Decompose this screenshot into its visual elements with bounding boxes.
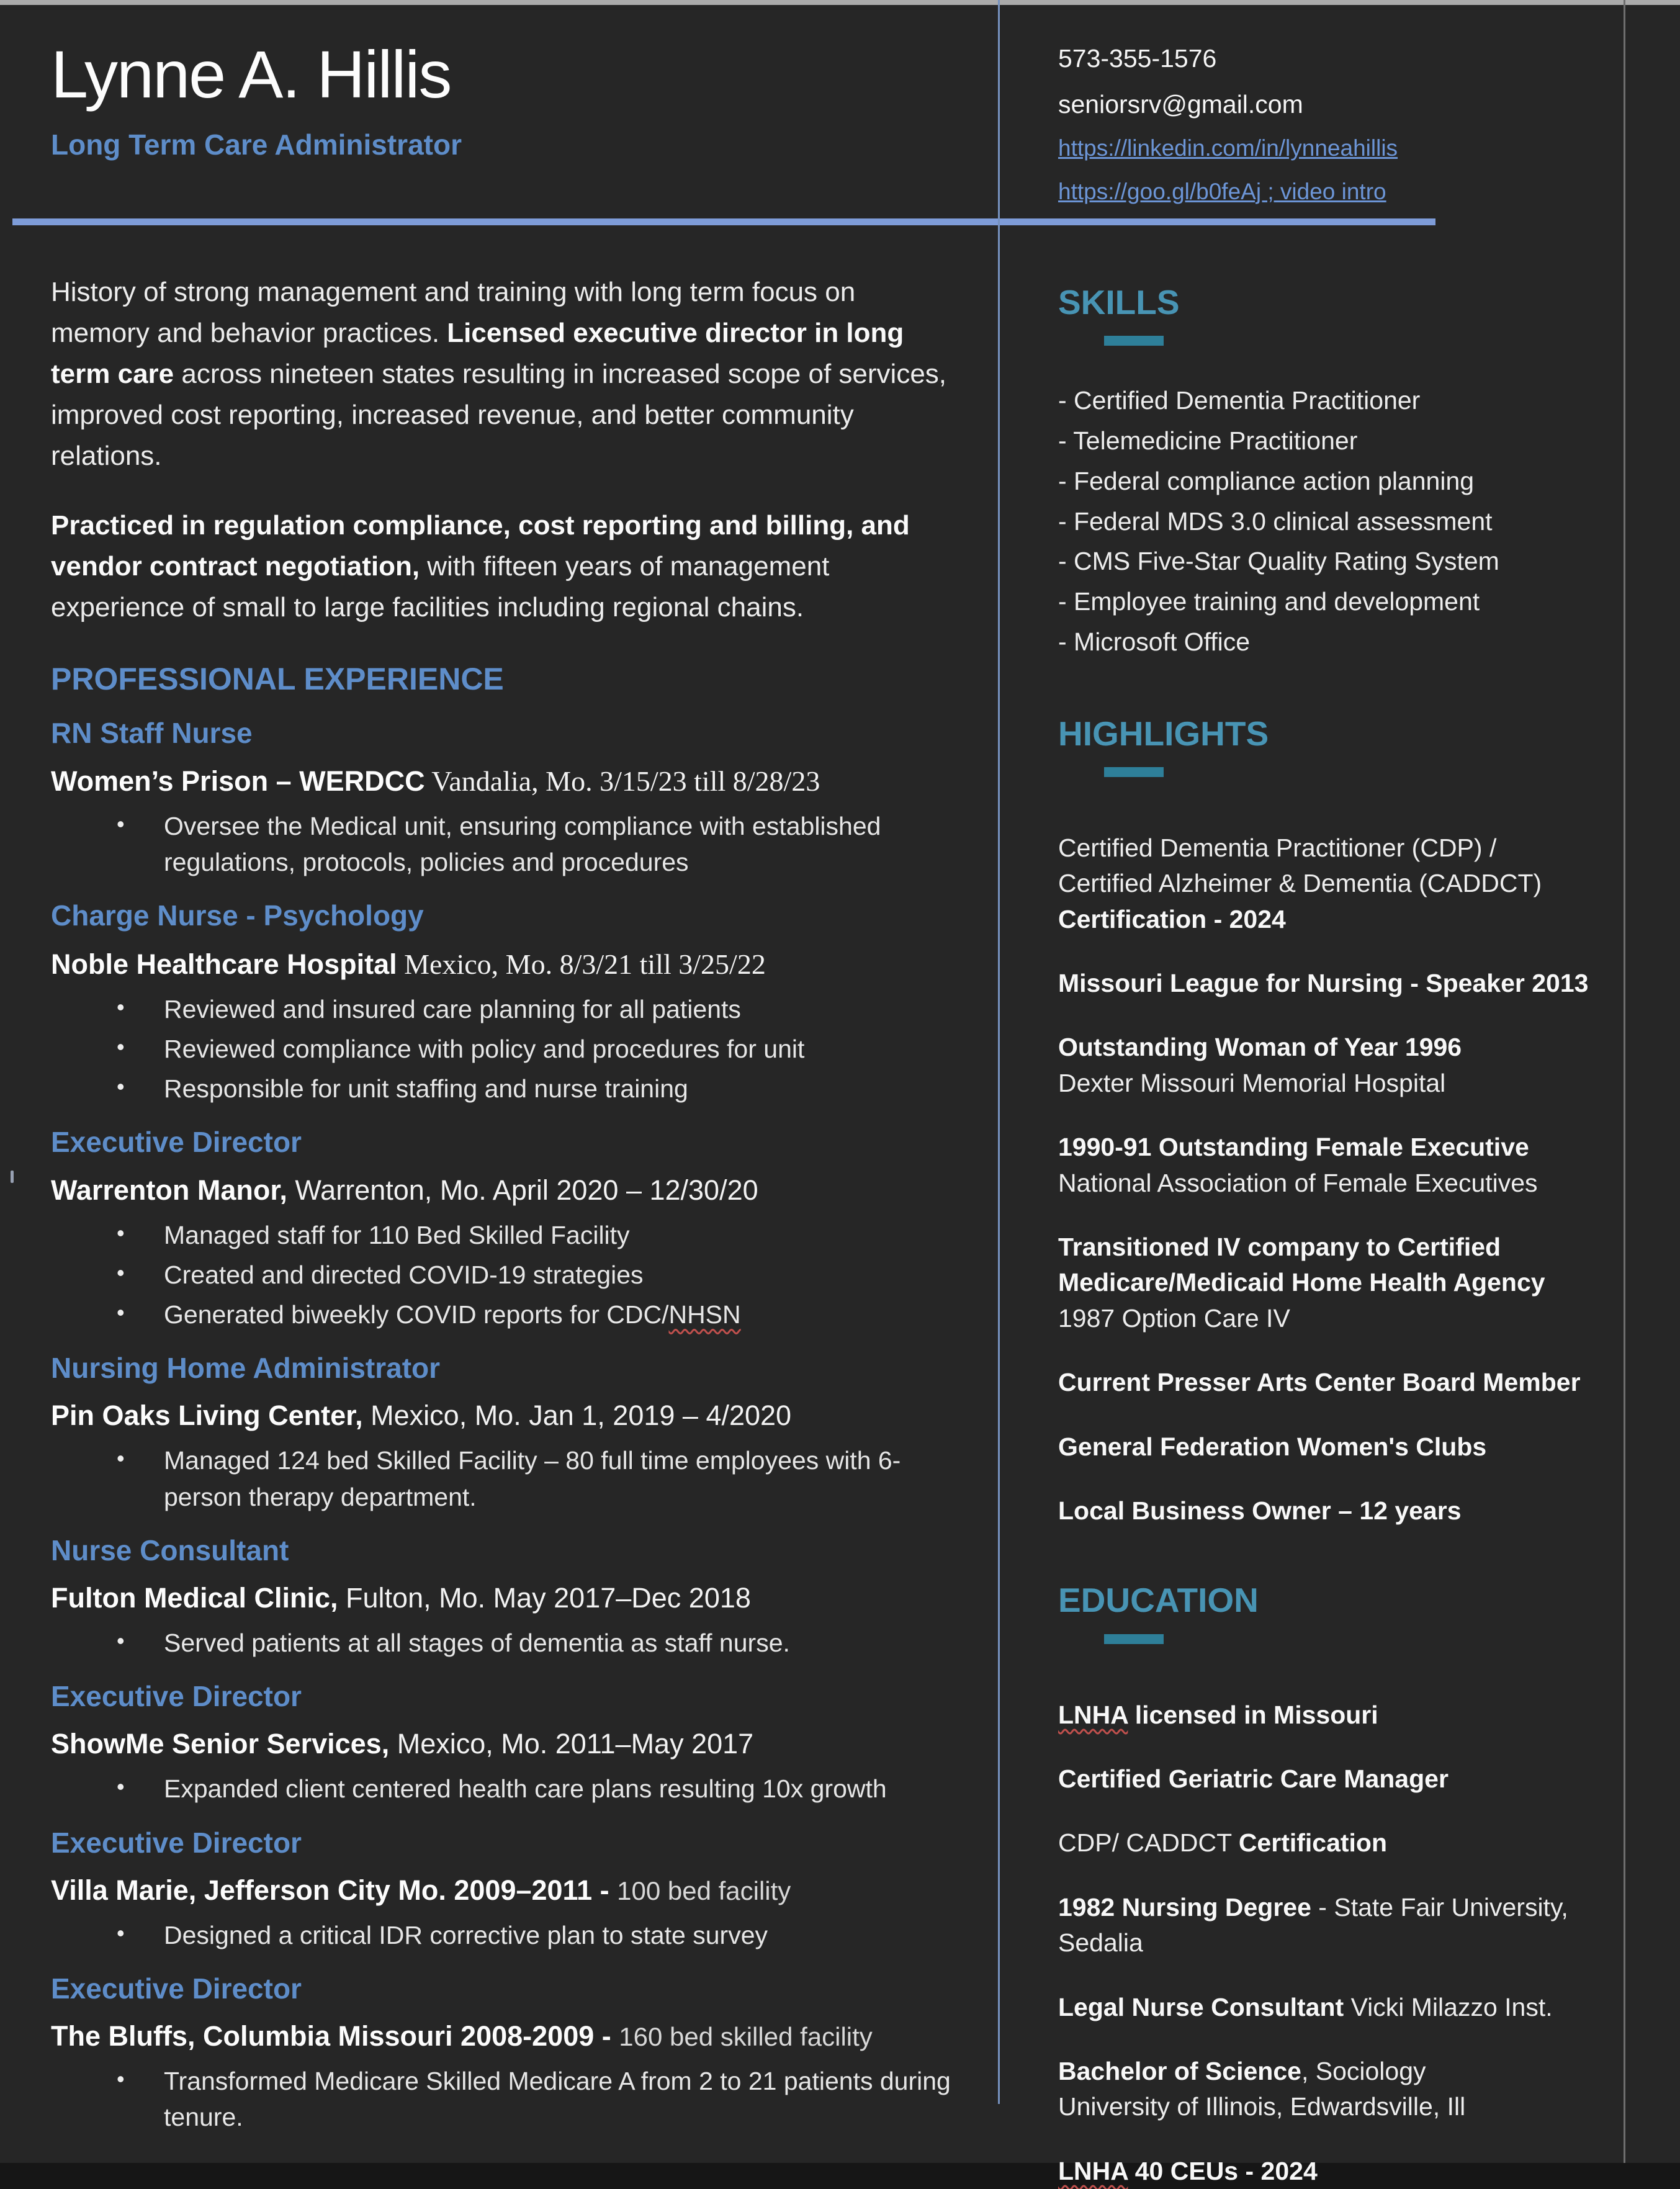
employer-name: Warrenton Manor, [51, 1174, 287, 1206]
phone-number: 573-355-1576 [1058, 44, 1217, 73]
bullet-text: Expanded client centered health care plans resulting 10x growth [164, 1774, 887, 1804]
bullet-icon: • [117, 1220, 125, 1246]
section-heading-highlights: HIGHLIGHTS [1058, 714, 1269, 753]
employer-name: ShowMe Senior Services, [51, 1728, 390, 1760]
email-address: seniorsrv@gmail.com [1058, 89, 1303, 119]
bullet-item [51, 1071, 957, 1107]
employer-location-dates: Fulton, Mo. May 2017–Dec 2018 [338, 1582, 751, 1614]
highlight-text-bold: Missouri League for Nursing - Speaker 2013 [1058, 969, 1589, 998]
header [51, 36, 462, 161]
bullet-text: Reviewed compliance with policy and procedures for unit [164, 1034, 805, 1063]
summary-paragraph-2 [51, 505, 957, 628]
summary-1-bold: Licensed executive director in long term care [51, 318, 904, 389]
video-intro-link[interactable]: https://goo.gl/b0feAj ; video intro [1058, 178, 1386, 204]
education-text-bold: Certified Geriatric Care Manager [1058, 1764, 1449, 1793]
education-entry [1058, 2154, 1623, 2189]
bullet-item [51, 2063, 957, 2135]
employer-name: Noble Healthcare Hospital [51, 948, 397, 980]
employer-name: Fulton Medical Clinic, [51, 1582, 338, 1614]
highlight-text-bold: Outstanding Woman of Year 1996 [1058, 1033, 1462, 1062]
employer-line [51, 1581, 957, 1615]
employer-name: Women’s Prison – WERDCC [51, 765, 425, 797]
employer-name: Villa Marie, [51, 1874, 197, 1906]
highlight-text: Certified Alzheimer & Dementia (CADDCT) [1058, 869, 1542, 898]
summary-2-text: with fifteen years of management experience of small to large facilities including regional chains. [51, 551, 830, 623]
job-bullets [51, 991, 957, 1107]
employer-line [51, 2020, 957, 2053]
bullet-item [51, 1217, 957, 1253]
window-top-edge [0, 0, 1680, 5]
skills-list [1058, 380, 1623, 662]
job-title: Executive Director [51, 1972, 302, 2005]
bullet-item [51, 808, 957, 880]
job-title: Nursing Home Administrator [51, 1352, 441, 1385]
job-bullets [51, 1917, 957, 1953]
education-entry [1058, 1890, 1623, 1961]
job-bullets [51, 1771, 957, 1807]
highlight-entry [1058, 1130, 1623, 1201]
highlight-text: Certified Dementia Practitioner (CDP) / [1058, 833, 1497, 862]
skill-item: - Federal MDS 3.0 clinical assessment [1058, 506, 1493, 536]
bullet-icon: • [117, 1033, 125, 1059]
job-title: Nurse Consultant [51, 1534, 289, 1566]
summary-2-bold: Practiced in regulation compliance, cost reporting and billing, and vendor contract negotiation, [51, 510, 910, 582]
bullet-text: Created and directed COVID-19 strategies [164, 1260, 644, 1289]
section-heading-professional-experience: PROFESSIONAL EXPERIENCE [51, 662, 504, 696]
job-entry [51, 1972, 957, 2136]
bullet-icon: • [117, 2066, 125, 2092]
bullet-text: Managed 124 bed Skilled Facility – 80 full time employees with 6-person therapy department. [164, 1446, 901, 1511]
job-title: Executive Director [51, 1826, 302, 1859]
employer-line [51, 1399, 957, 1432]
education-entry [1058, 1825, 1623, 1861]
job-bullets [51, 2063, 957, 2135]
highlight-subtext: National Association of Female Executives [1058, 1168, 1538, 1197]
highlight-text-bold: Certification - 2024 [1058, 904, 1286, 933]
bullet-text: Transformed Medicare Skilled Medicare A from 2 to 21 patients during tenure. [164, 2067, 951, 2132]
job-entry [51, 899, 957, 1107]
bullet-icon: • [117, 1920, 125, 1946]
job-entry [51, 1534, 957, 1661]
bullet-icon: • [117, 1074, 125, 1100]
summary-paragraph-1 [51, 272, 957, 477]
education-text-bold: licensed in Missouri [1128, 1700, 1378, 1729]
bullet-icon: • [117, 1259, 125, 1285]
left-column [51, 272, 957, 2139]
education-text-bold: Legal Nurse Consultant [1058, 1992, 1344, 2021]
employer-facility-note: 100 bed facility [617, 1876, 791, 1905]
employer-name: Pin Oaks Living Center, [51, 1400, 363, 1432]
bullet-text: Managed staff for 110 Bed Skilled Facility [164, 1220, 630, 1249]
education-text: CDP/ CADDCT [1058, 1828, 1239, 1858]
right-column [1058, 247, 1623, 2189]
highlight-text-bold: Transitioned IV company to Certified Medicare/Medicaid Home Health Agency [1058, 1232, 1545, 1297]
employer-facility-note: 160 bed skilled facility [619, 2022, 873, 2052]
contact-block [1058, 40, 1398, 217]
bullet-item [51, 1297, 957, 1333]
employer-line [51, 1874, 957, 1907]
highlight-text-bold: 1990-91 Outstanding Female Executive [1058, 1133, 1529, 1162]
job-title: Executive Director [51, 1680, 302, 1713]
bullet-text: Designed a critical IDR corrective plan to state survey [164, 1920, 768, 1949]
header-rule [12, 218, 1435, 225]
bullet-icon: • [117, 811, 125, 837]
education-text-bold: 40 CEUs - 2024 [1128, 2156, 1318, 2185]
section-heading-education: EDUCATION [1058, 1581, 1259, 1620]
highlight-subtext: Dexter Missouri Memorial Hospital [1058, 1068, 1446, 1097]
person-title: Long Term Care Administrator [51, 128, 462, 161]
spellcheck-flagged-word: LNHA [1058, 2156, 1128, 2185]
education-text: Vicki Milazzo Inst. [1344, 1992, 1553, 2021]
employer-line [51, 764, 957, 798]
education-text: , Sociology [1301, 2056, 1426, 2085]
skill-item: - Certified Dementia Practitioner [1058, 386, 1421, 415]
highlight-text-bold: Local Business Owner – 12 years [1058, 1496, 1462, 1525]
spellcheck-flagged-word: LNHA [1058, 1700, 1128, 1729]
employer-location-dates: Jefferson City Mo. 2009–2011 - [196, 1874, 618, 1906]
bullet-icon: • [117, 1774, 125, 1800]
education-text: - State Fair University, Sedalia [1058, 1892, 1568, 1958]
employer-location-dates: Mexico, Mo. 8/3/21 till 3/25/22 [397, 948, 766, 980]
skill-item: - Employee training and development [1058, 587, 1480, 616]
education-entry [1058, 1990, 1623, 2025]
bullet-icon: • [117, 1445, 125, 1472]
job-bullets [51, 1217, 957, 1333]
bullet-item [51, 991, 957, 1027]
job-title: RN Staff Nurse [51, 716, 253, 749]
skill-item: - Federal compliance action planning [1058, 466, 1475, 495]
employer-location-dates: Mexico, Mo. Jan 1, 2019 – 4/2020 [362, 1400, 792, 1432]
highlight-entry [1058, 830, 1623, 937]
summary-1-text: History of strong management and training with long term focus on memory and behavior practices. [51, 277, 856, 348]
bullet-icon: • [117, 1628, 125, 1653]
heading-underline-bar [1104, 336, 1164, 346]
section-heading-skills: SKILLS [1058, 283, 1180, 321]
education-section [1058, 1581, 1623, 2189]
education-entry [1058, 1697, 1623, 1733]
summary-1-text-2: across nineteen states resulting in increased scope of services, improved cost reporting, increased revenue, and better community relations. [51, 359, 947, 471]
highlight-entry [1058, 966, 1623, 1001]
highlight-subtext: 1987 Option Care IV [1058, 1303, 1290, 1333]
skills-section [1058, 283, 1623, 662]
highlight-entry [1058, 1493, 1623, 1529]
bullet-text: Served patients at all stages of dementia as staff nurse. [164, 1629, 790, 1657]
bullet-item [51, 1771, 957, 1807]
employer-location-dates: Columbia Missouri 2008-2009 - [195, 2020, 619, 2052]
job-entry [51, 1125, 957, 1333]
employer-line [51, 1727, 957, 1761]
education-text-bold: Bachelor of Science [1058, 2056, 1301, 2085]
skill-item: - CMS Five-Star Quality Rating System [1058, 547, 1499, 576]
bullet-text: Responsible for unit staffing and nurse training [164, 1074, 688, 1103]
highlight-entry [1058, 1365, 1623, 1400]
employer-location-dates: Mexico, Mo. 2011–May 2017 [389, 1728, 754, 1760]
bullet-item [51, 1257, 957, 1293]
education-text-bold: Certification [1238, 1828, 1388, 1858]
job-entry [51, 716, 957, 881]
heading-underline-bar [1104, 767, 1164, 777]
window-right-edge [1624, 0, 1625, 2163]
employer-location-dates: Vandalia, Mo. 3/15/23 till 8/28/23 [424, 765, 820, 797]
person-name: Lynne A. Hillis [51, 37, 451, 112]
bullet-text-part: Generated biweekly COVID reports for CDC/ [164, 1300, 669, 1329]
highlight-entry [1058, 1229, 1623, 1336]
skill-item: - Telemedicine Practitioner [1058, 426, 1358, 456]
employer-line [51, 1174, 957, 1207]
bullet-text: Oversee the Medical unit, ensuring compliance with established regulations, protocols, policies and procedures [164, 811, 881, 877]
job-bullets [51, 808, 957, 880]
job-title: Executive Director [51, 1126, 302, 1159]
bullet-icon: • [117, 994, 125, 1020]
highlight-entry [1058, 1030, 1623, 1101]
highlights-section [1058, 714, 1623, 1529]
bullet-text: Reviewed and insured care planning for all patients [164, 994, 741, 1023]
bullet-item [51, 1625, 957, 1661]
left-edge-artifact [11, 1171, 14, 1183]
education-entry [1058, 1761, 1623, 1797]
bullet-item [51, 1031, 957, 1067]
job-title: Charge Nurse - Psychology [51, 899, 424, 932]
job-entry [51, 1351, 957, 1515]
linkedin-link[interactable]: https://linkedin.com/in/lynneahillis [1058, 135, 1398, 161]
job-bullets [51, 1625, 957, 1661]
bullet-item [51, 1442, 957, 1514]
employer-name: The Bluffs, [51, 2020, 195, 2052]
education-text-bold: 1982 Nursing Degree [1058, 1892, 1311, 1922]
highlight-text-bold: General Federation Women's Clubs [1058, 1432, 1487, 1461]
skill-item: - Microsoft Office [1058, 627, 1251, 656]
heading-underline-bar [1104, 1634, 1164, 1644]
job-entry [51, 1826, 957, 1953]
employer-location-dates: Warrenton, Mo. April 2020 – 12/30/20 [287, 1174, 758, 1206]
employer-line [51, 947, 957, 981]
column-divider [998, 0, 1000, 2104]
job-bullets [51, 1442, 957, 1514]
education-entry [1058, 2054, 1623, 2125]
spellcheck-flagged-word: NHSN [668, 1300, 741, 1329]
bullet-text [164, 1297, 957, 1333]
bullet-icon: • [117, 1299, 125, 1325]
highlight-entry [1058, 1429, 1623, 1465]
highlight-text-bold: Current Presser Arts Center Board Member [1058, 1368, 1581, 1397]
bullet-item [51, 1917, 957, 1953]
job-entry [51, 1679, 957, 1807]
education-text: University of Illinois, Edwardsville, Ill [1058, 2092, 1466, 2121]
